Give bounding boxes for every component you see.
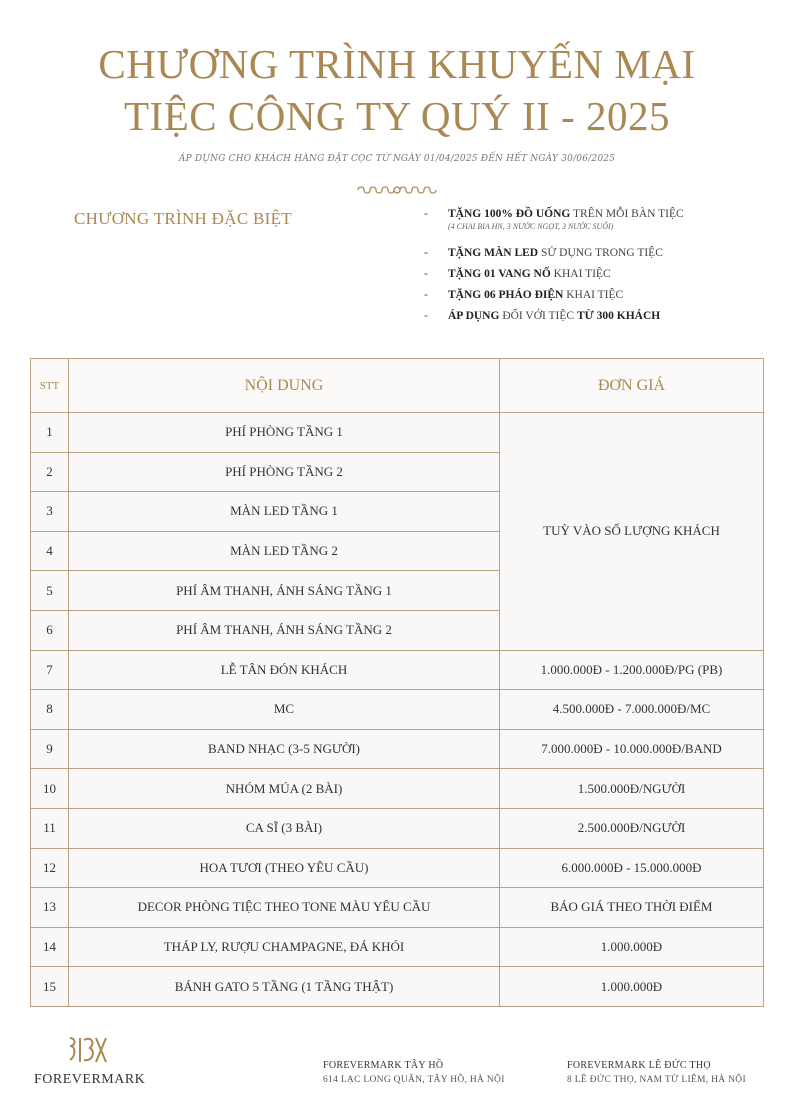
- merged-price-cell: TUỲ VÀO SỐ LƯỢNG KHÁCH: [500, 413, 764, 651]
- promo-note: (4 CHAI BIA HN, 3 NƯỚC NGỌT, 3 NƯỚC SUỐI): [448, 222, 614, 231]
- row-number: 6: [31, 610, 69, 650]
- promo-text: TRÊN MỖI BÀN TIỆC: [570, 208, 684, 220]
- promo-bold: TẶNG 100% ĐỒ UỐNG: [448, 208, 571, 220]
- row-content: NHÓM MÚA (2 BÀI): [69, 769, 500, 809]
- row-number: 2: [31, 452, 69, 492]
- bullet-dash: -: [424, 247, 428, 259]
- subtitle: ÁP DỤNG CHO KHÁCH HÀNG ĐẶT CỌC TỪ NGÀY 01/04/2025 ĐẾN HẾT NGÀY 30/06/2025: [178, 154, 616, 164]
- location-tay-ho: [323, 1058, 505, 1087]
- row-number: 1: [31, 413, 69, 453]
- table-header-row: [31, 359, 764, 413]
- row-content: THÁP LY, RƯỢU CHAMPAGNE, ĐÁ KHÓI: [69, 927, 500, 967]
- table-row: [31, 967, 764, 1007]
- row-price: 1.000.000Đ - 1.200.000Đ/PG (PB): [500, 650, 764, 690]
- row-content: LỄ TÂN ĐÓN KHÁCH: [69, 650, 500, 690]
- location-address: 8 LÊ ĐỨC THỌ, NAM TỪ LIÊM, HÀ NỘI: [567, 1075, 746, 1085]
- table-row: [31, 729, 764, 769]
- promo-bold: TẶNG 06 PHÁO ĐIỆN: [448, 289, 564, 301]
- table-row: [31, 650, 764, 690]
- row-content: BAND NHẠC (3-5 NGƯỜI): [69, 729, 500, 769]
- special-program-label: CHƯƠNG TRÌNH ĐẶC BIỆT: [74, 209, 292, 228]
- promo-bold: TẶNG MÀN LED: [448, 247, 539, 259]
- bullet-dash: -: [424, 208, 428, 220]
- row-content: PHÍ ÂM THANH, ÁNH SÁNG TẦNG 2: [69, 610, 500, 650]
- promo-bold: ÁP DỤNG: [448, 310, 500, 322]
- row-price: BÁO GIÁ THEO THỜI ĐIỂM: [500, 888, 764, 928]
- location-le-duc-tho: [567, 1058, 746, 1087]
- row-content: DECOR PHÒNG TIỆC THEO TONE MÀU YÊU CẦU: [69, 888, 500, 928]
- row-number: 8: [31, 690, 69, 730]
- row-price: 6.000.000Đ - 15.000.000Đ: [500, 848, 764, 888]
- row-content: HOA TƯƠI (THEO YÊU CẦU): [69, 848, 500, 888]
- row-content: CA SĨ (3 BÀI): [69, 808, 500, 848]
- promo-bold-2: TỪ 300 KHÁCH: [576, 310, 661, 322]
- promo-text: SỬ DỤNG TRONG TIỆC: [538, 247, 663, 259]
- bullet-dash: -: [424, 310, 428, 322]
- row-price: 4.500.000Đ - 7.000.000Đ/MC: [500, 690, 764, 730]
- header-price: ĐƠN GIÁ: [500, 359, 764, 413]
- table-row: [31, 808, 764, 848]
- location-name: FOREVERMARK LÊ ĐỨC THỌ: [567, 1060, 711, 1071]
- title-line-2: TIỆC CÔNG TY QUÝ II - 2025: [124, 93, 670, 139]
- forevermark-logo-icon: [66, 1034, 110, 1066]
- promo-text: ĐỐI VỚI TIỆC: [499, 310, 577, 322]
- row-number: 4: [31, 531, 69, 571]
- header-stt: STT: [31, 359, 69, 413]
- row-content: BÁNH GATO 5 TẦNG (1 TẦNG THẬT): [69, 967, 500, 1007]
- table-row: [31, 413, 764, 453]
- table-row: [31, 888, 764, 928]
- header-content: NỘI DUNG: [69, 359, 500, 413]
- location-address: 614 LẠC LONG QUÂN, TÂY HỒ, HÀ NỘI: [323, 1075, 505, 1085]
- title-line-1: CHƯƠNG TRÌNH KHUYẾN MẠI: [98, 41, 696, 87]
- brand-name: FOREVERMARK: [34, 1072, 146, 1087]
- row-content: PHÍ PHÒNG TẦNG 2: [69, 452, 500, 492]
- row-number: 10: [31, 769, 69, 809]
- row-content: MC: [69, 690, 500, 730]
- row-price: 1.000.000Đ: [500, 967, 764, 1007]
- promo-text: KHAI TIỆC: [563, 289, 624, 301]
- row-number: 13: [31, 888, 69, 928]
- table-row: [31, 848, 764, 888]
- ornament-divider-icon: [356, 184, 438, 196]
- row-content: MÀN LED TẦNG 1: [69, 492, 500, 532]
- price-table: [30, 358, 764, 1007]
- promo-text: KHAI TIỆC: [550, 268, 611, 280]
- row-number: 7: [31, 650, 69, 690]
- table-row: [31, 927, 764, 967]
- row-price: 7.000.000Đ - 10.000.000Đ/BAND: [500, 729, 764, 769]
- table-row: [31, 690, 764, 730]
- row-content: PHÍ PHÒNG TẦNG 1: [69, 413, 500, 453]
- location-name: FOREVERMARK TÂY HỒ: [323, 1060, 444, 1071]
- row-number: 9: [31, 729, 69, 769]
- row-number: 11: [31, 808, 69, 848]
- bullet-dash: -: [424, 268, 428, 280]
- row-content: PHÍ ÂM THANH, ÁNH SÁNG TẦNG 1: [69, 571, 500, 611]
- row-number: 3: [31, 492, 69, 532]
- row-number: 12: [31, 848, 69, 888]
- row-number: 15: [31, 967, 69, 1007]
- table-row: [31, 769, 764, 809]
- promo-bold: TẶNG 01 VANG NỔ: [448, 268, 551, 280]
- row-price: 1.500.000Đ/NGƯỜI: [500, 769, 764, 809]
- row-number: 14: [31, 927, 69, 967]
- row-content: MÀN LED TẦNG 2: [69, 531, 500, 571]
- row-price: 1.000.000Đ: [500, 927, 764, 967]
- row-number: 5: [31, 571, 69, 611]
- bullet-dash: -: [424, 289, 428, 301]
- row-price: 2.500.000Đ/NGƯỜI: [500, 808, 764, 848]
